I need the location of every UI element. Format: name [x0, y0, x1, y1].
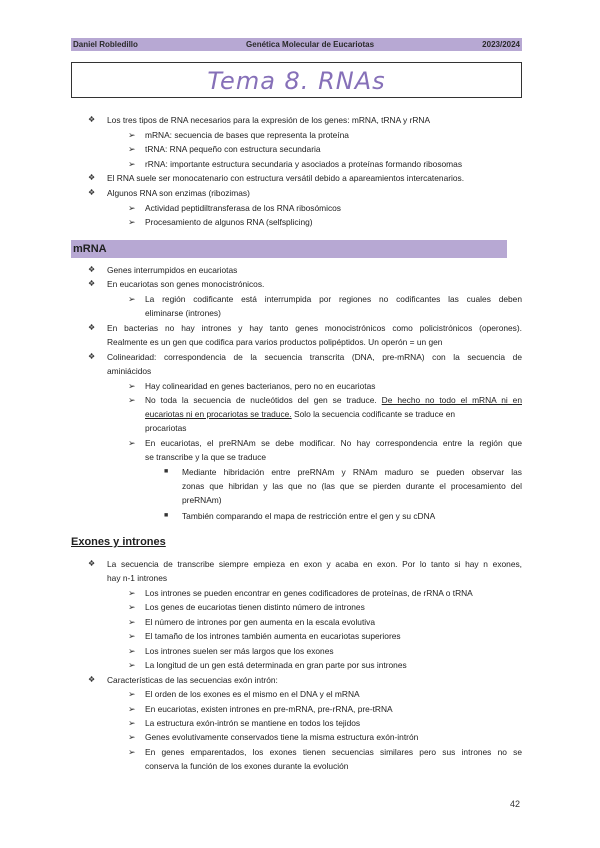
list-item: ➢ Hay colinearidad en genes bacterianos, pero no en eucariotas: [145, 380, 375, 392]
list-item: ➢ El número de intrones por gen aumenta en la escala evolutiva: [145, 616, 375, 628]
list-item-cont: Realmente es un gen que codifica para varios productos polipéptidos. Un operón = un gen: [107, 337, 443, 347]
section-heading-mrna: mRNA: [71, 240, 507, 258]
list-item: ➢ En eucariotas, el preRNAm se debe modificar. No hay correspondencia entre la región que: [145, 437, 522, 449]
list-item: ❖ En eucariotas son genes monocistrónicos.: [107, 278, 264, 290]
running-header: [71, 38, 522, 51]
list-item-cont: aminiácidos: [107, 366, 152, 376]
list-item: ❖ Características de las secuencias exón intrón:: [107, 674, 278, 686]
list-item: ■ También comparando el mapa de restricción entre el gen y su cDNA: [182, 510, 435, 522]
list-item: ❖ Los tres tipos de RNA necesarios para la expresión de los genes: mRNA, tRNA y rRNA: [107, 114, 430, 126]
list-item-cont: eliminarse (intrones): [145, 308, 221, 318]
list-item: ➢ La región codificante está interrumpida por regiones no codificantes las cuales deben: [145, 293, 522, 305]
underlined-text: De hecho no todo el mRNA ni en: [381, 395, 522, 405]
list-item: ➢ tRNA: RNA pequeño con estructura secundaria: [145, 143, 321, 155]
text-run: Solo la secuencia codificante se traduce en: [291, 409, 456, 419]
list-item-cont: se transcribe y la que se traduce: [145, 452, 267, 462]
section-heading-exones: Exones y intrones: [71, 536, 166, 548]
header-subject: Genética Molecular de Eucariotas: [246, 40, 375, 49]
list-item: ❖ En bacterias no hay intrones y hay tanto genes monocistrónicos como policistrónicos (operones).: [107, 322, 522, 334]
page-number: 42: [510, 799, 521, 809]
text-run: No toda la secuencia de nucleótidos del gen se traduce.: [145, 395, 377, 405]
list-item-cont: [145, 408, 455, 420]
list-item: ➢ Los intrones se pueden encontrar en genes codificadores de proteínas, de rRNA o tRNA: [145, 587, 473, 599]
list-item: ➢ La longitud de un gen está determinada en gran parte por sus intrones: [145, 659, 407, 671]
list-item: ➢ En genes emparentados, los exones tienen secuencias similares pero sus intrones no se: [145, 746, 522, 758]
list-item: ➢ Genes evolutivamente conservados tiene la misma estructura exón-intrón: [145, 731, 418, 743]
list-item: ❖ Colinearidad: correspondencia de la secuencia transcrita (DNA, pre-mRNA) con la secuencia de: [107, 351, 522, 363]
list-item-cont: conserva la función de los exones durante la evolución: [145, 761, 349, 771]
list-item: ➢ Los genes de eucariotas tienen distinto número de intrones: [145, 601, 365, 613]
list-item: ➢ Procesamiento de algunos RNA (selfsplicing): [145, 216, 313, 228]
list-item: ➢ Actividad peptidiltransferasa de los RNA ribosómicos: [145, 202, 341, 214]
underlined-text: eucariotas ni en procariotas se traduce.: [145, 409, 292, 419]
list-item: ➢ rRNA: importante estructura secundaria y asociados a proteínas formando ribosomas: [145, 158, 462, 170]
page-title: Tema 8. RNAs: [207, 67, 386, 95]
list-item: ❖ El RNA suele ser monocatenario con estructura versátil debido a apareamientos intercatenarios.: [107, 172, 464, 184]
title-box: [71, 62, 522, 98]
list-item-cont: procariotas: [145, 423, 187, 433]
list-item: ❖ Algunos RNA son enzimas (ribozimas): [107, 187, 250, 199]
list-item: ➢ El orden de los exones es el mismo en el DNA y el mRNA: [145, 688, 360, 700]
list-item-cont: zonas que hibridan y las que no (las que se pierden durante el procesamiento del: [182, 481, 522, 491]
list-item: [145, 394, 522, 406]
list-item: ❖ Genes interrumpidos en eucariotas: [107, 264, 237, 276]
list-item: ➢ La estructura exón-intrón se mantiene en todos los tejidos: [145, 717, 360, 729]
list-item: ➢ Los intrones suelen ser más largos que los exones: [145, 645, 334, 657]
list-item: ➢ mRNA: secuencia de bases que representa la proteína: [145, 129, 349, 141]
header-author: Daniel Robledillo: [73, 40, 138, 49]
list-item-cont: preRNAm): [182, 495, 222, 505]
list-item: ■ Mediante hibridación entre preRNAm y RNAm maduro se pueden observar las: [182, 466, 522, 478]
list-item: ➢ En eucariotas, existen intrones en pre-mRNA, pre-rRNA, pre-tRNA: [145, 703, 393, 715]
list-item: ➢ El tamaño de los intrones también aumenta en eucariotas superiores: [145, 630, 401, 642]
list-item: ❖ La secuencia de transcribe siempre empieza en exon y acaba en exon. Por lo tanto si hay n exones,: [107, 558, 522, 570]
header-year: 2023/2024: [482, 40, 520, 49]
list-item-cont: hay n-1 intrones: [107, 573, 168, 583]
